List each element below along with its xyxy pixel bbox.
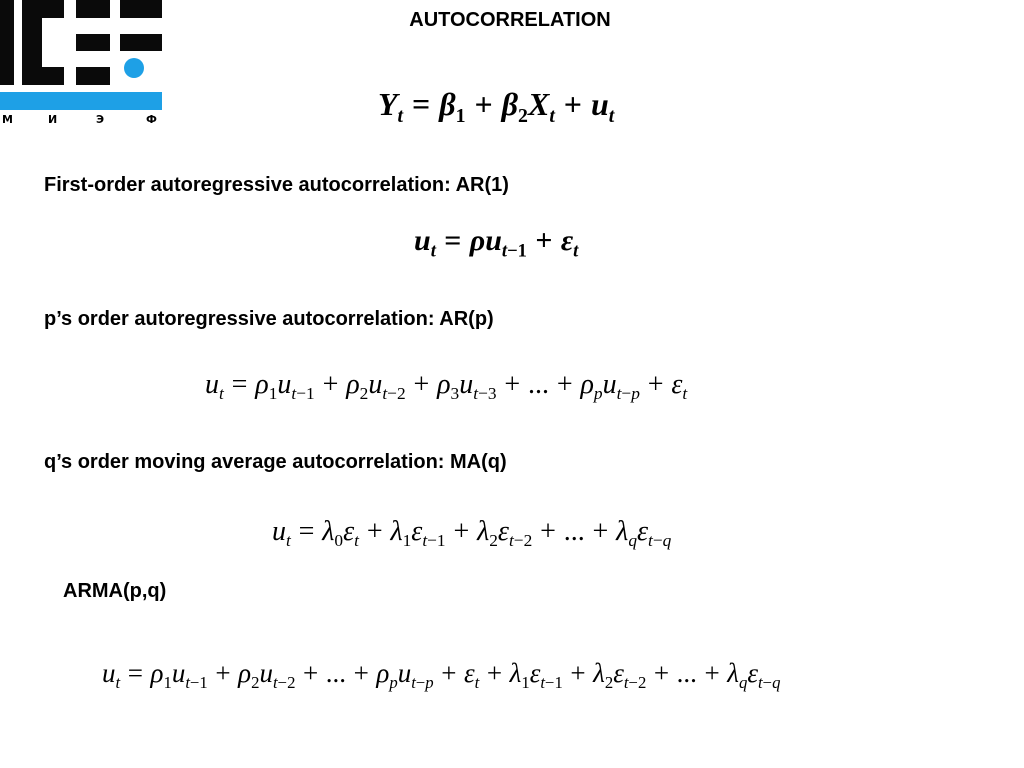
section-heading-arp: p’s order autoregressive autocorrelation: AR(p)	[44, 308, 494, 330]
section-heading-arma: ARMA(p,q)	[63, 580, 167, 602]
logo-letter: М	[2, 113, 13, 126]
logo-bar-c-top	[42, 0, 64, 18]
logo-bar-c-bottom	[42, 67, 64, 85]
logo-bar-i	[0, 0, 14, 85]
section-heading-maq: q’s order moving average autocorrelation: MA(q)	[44, 451, 507, 473]
logo-letter: Ф	[146, 113, 157, 126]
section-heading-ar1: First-order autoregressive autocorrelation: AR(1)	[44, 174, 509, 196]
logo-bar-e-top	[76, 0, 110, 18]
logo-letter: Э	[96, 113, 105, 126]
slide-title: AUTOCORRELATION	[409, 9, 611, 31]
equation-regression: $Y_t = \beta_1 + \beta_2X_t + u_t$	[378, 86, 615, 127]
miep-logo	[0, 0, 162, 130]
logo-bar-c-left	[22, 0, 42, 85]
logo-letters	[0, 112, 162, 128]
equation-arp: $u_t = \rho_1u_{t-1} + \rho_2u_{t-2} + \rho_3u_{t-3}$ + ... + $\rho_pu_{t-p} + \varepsilon_t$	[205, 369, 688, 404]
equation-ar1: $u_t = \rho u_{t-1} + \varepsilon_t$	[414, 224, 579, 262]
logo-dot	[124, 58, 144, 78]
logo-stripe	[0, 92, 162, 110]
equation-maq: $u_t = \lambda_0\varepsilon_t + \lambda_1\varepsilon_{t-1} + \lambda_2\varepsilon_{t-2}$ + ... + $\lambda_q\varepsilon_{t-q}$	[272, 516, 672, 551]
logo-bar-f-top	[120, 0, 162, 18]
logo-letter: И	[48, 113, 58, 126]
logo-bar-e-mid	[76, 34, 110, 51]
equation-arma: $u_t = \rho_1u_{t-1} + \rho_2u_{t-2}$ + ... + $\rho_pu_{t-p} + \varepsilon_t + \lambda_1\varepsilon_{t-1} + \lambda_2\varepsilon_{t-2}$ + ... + $\lambda_q\varepsilon_{t-q}$	[102, 658, 781, 692]
logo-bar-e-bottom	[76, 67, 110, 85]
logo-bar-f-mid	[120, 34, 162, 51]
